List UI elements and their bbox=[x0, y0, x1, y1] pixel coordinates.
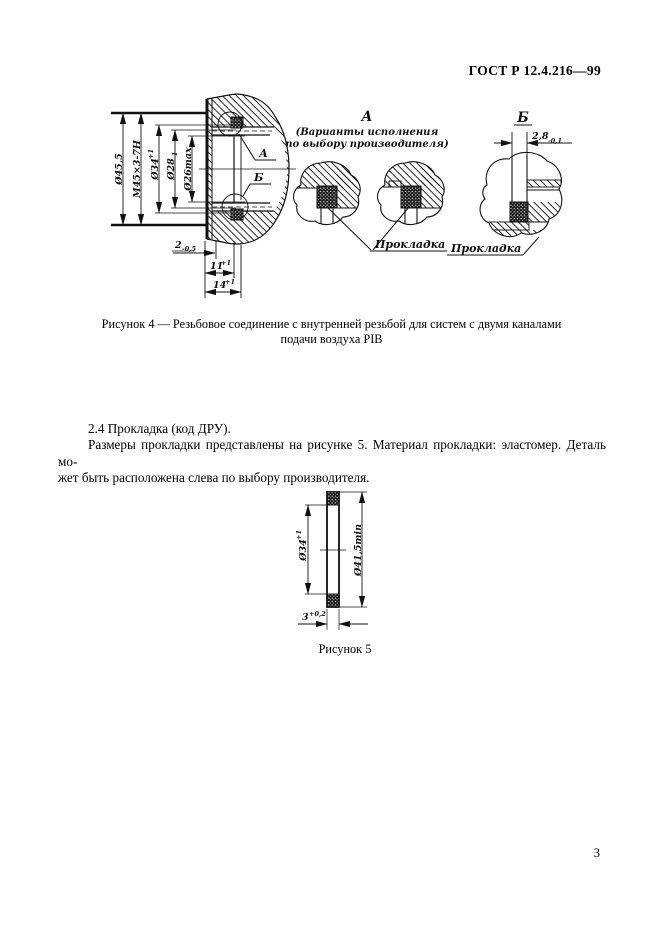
flag-b-label: Б bbox=[254, 171, 264, 184]
gasket-material-top bbox=[327, 492, 339, 505]
section-2-4 bbox=[58, 421, 606, 486]
gasket-callout-b bbox=[447, 237, 539, 255]
figure4-caption-line1: Рисунок 4 — Резьбовое соединение с внутренней резьбой для систем с двумя каналами bbox=[101, 317, 562, 331]
figure5-drawing bbox=[280, 478, 410, 643]
dim-t28: 2,8 bbox=[532, 131, 549, 142]
dim-f5-t3-tol: +0,2 bbox=[309, 610, 326, 618]
figure4-caption bbox=[58, 317, 605, 348]
figure5-caption: Рисунок 5 bbox=[318, 642, 372, 656]
dim-d455: Ø45,5 bbox=[114, 153, 125, 185]
gasket-label-a: Прокладка bbox=[375, 238, 446, 251]
dim-l14: 14 bbox=[213, 280, 227, 291]
dim-t28-group bbox=[494, 131, 572, 165]
dim-f5-d415: Ø41,5min bbox=[353, 524, 364, 576]
dim-l14-tol: +1 bbox=[225, 278, 235, 286]
gasket-material-bottom bbox=[327, 594, 339, 607]
dim-d28: Ø28 bbox=[166, 158, 177, 180]
dim-t2: 2 bbox=[175, 240, 182, 251]
flag-a-label: А bbox=[259, 147, 268, 160]
main-section-view bbox=[199, 94, 296, 244]
dim-t2-tol: -0,5 bbox=[182, 245, 197, 253]
detail-a-variant1-section bbox=[293, 157, 365, 225]
detail-b-title: Б bbox=[517, 110, 529, 126]
dim-f5-d34-tol: +1 bbox=[295, 530, 303, 540]
detail-b-section bbox=[481, 155, 561, 246]
gasket-section-view bbox=[320, 492, 346, 607]
detail-a-note-line1: (Варианты исполнения bbox=[295, 127, 439, 138]
gasket-outline bbox=[327, 492, 339, 607]
detail-a-variant2-section bbox=[377, 157, 449, 225]
dim-d34-tol: +1 bbox=[147, 149, 155, 159]
dim-l11-tol: +1 bbox=[221, 259, 231, 267]
gasket-callout-a bbox=[327, 207, 447, 251]
paragraph-2-4-body-line1: Размеры прокладки представлены на рисунке 5. Материал прокладки: эластомер. Деталь мо- bbox=[58, 437, 606, 469]
figure4-drawing bbox=[95, 85, 625, 315]
dim-d34: Ø34 bbox=[150, 158, 161, 180]
bottom-dimensions bbox=[172, 240, 241, 298]
document-header: ГОСТ Р 12.4.216—99 bbox=[468, 63, 601, 78]
dim-m45: M45×3-7H bbox=[132, 140, 143, 198]
dim-d28-tol: -1 bbox=[171, 151, 179, 159]
dim-t28-tol: -0,1 bbox=[548, 137, 563, 145]
detail-a-note-line2: по выбору производителя) bbox=[285, 139, 449, 150]
figure4-caption-line2: подачи воздуха PIB bbox=[280, 332, 383, 347]
dim-d26: Ø26max bbox=[183, 147, 194, 191]
dim-f5-d34: Ø34 bbox=[298, 539, 309, 561]
detail-a-title: А bbox=[361, 109, 373, 125]
detail-view-a bbox=[285, 109, 449, 251]
gasket-label-b: Прокладка bbox=[451, 242, 522, 255]
dim-f5-t3: 3 bbox=[302, 612, 309, 623]
paragraph-2-4-heading: 2.4 Прокладка (код ДРУ). bbox=[88, 421, 231, 436]
paragraph-2-4-body-line2: жет быть расположена слева по выбору производителя. bbox=[58, 470, 370, 486]
page-number: 3 bbox=[593, 846, 600, 860]
dim-l11: 11 bbox=[210, 261, 224, 272]
detail-view-b bbox=[447, 110, 572, 255]
